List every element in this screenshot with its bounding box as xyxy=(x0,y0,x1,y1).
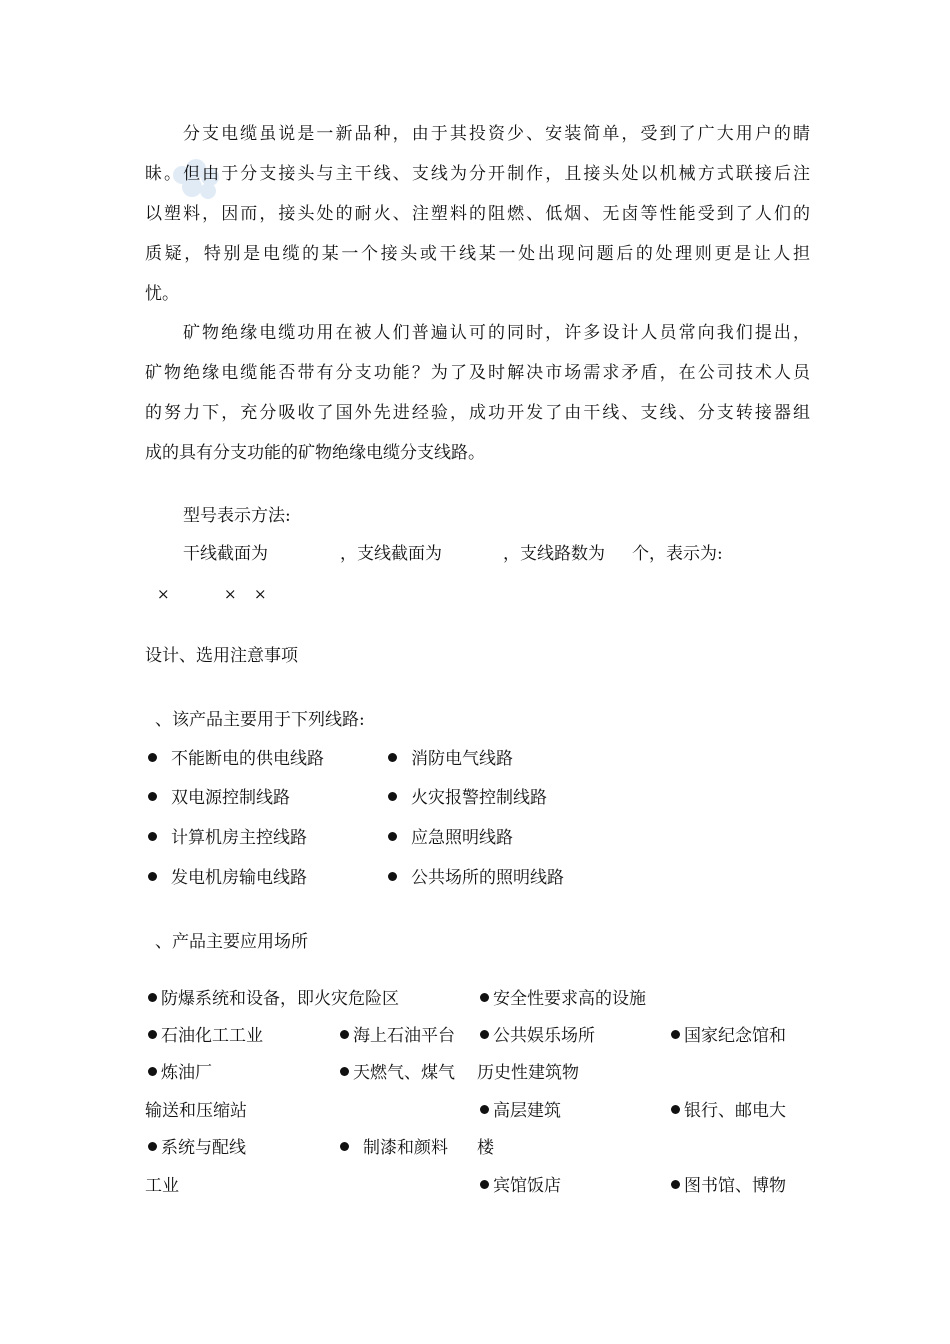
intro-paragraph-1 xyxy=(145,114,810,314)
place-item: 高层建筑 xyxy=(480,1099,561,1123)
line-item: 火灾报警控制线路 xyxy=(388,786,547,810)
place-item: 防爆系统和设备，即火灾危险区 xyxy=(148,987,399,1011)
bullet-icon xyxy=(148,872,157,881)
line-item: 不能断电的供电线路 xyxy=(148,747,324,771)
place-item: 图书馆、博物 xyxy=(671,1174,786,1198)
bullet-icon xyxy=(480,993,489,1002)
place-item: 工业 xyxy=(145,1176,179,1196)
line-item: 公共场所的照明线路 xyxy=(388,866,564,890)
model-heading: 型号表示方法: xyxy=(183,506,291,526)
place-item: 海上石油平台 xyxy=(340,1024,455,1048)
main-line-label: 干线截面为 xyxy=(183,544,268,564)
para2-line-4: 成的具有分支功能的矿物绝缘电缆分支线路。 xyxy=(145,443,485,463)
place-item: 制漆和颜料 xyxy=(340,1136,448,1160)
intro-paragraph-2 xyxy=(145,313,810,473)
bullet-icon xyxy=(480,1030,489,1039)
place-item: 国家纪念馆和 xyxy=(671,1024,786,1048)
place-item: 安全性要求高的设施 xyxy=(480,987,646,1011)
place-item: 输送和压缩站 xyxy=(145,1101,247,1121)
times-symbol-3: × xyxy=(254,585,267,603)
bullet-icon xyxy=(148,1067,157,1076)
bullet-icon xyxy=(148,993,157,1002)
para1-line-3: 以塑料，因而，接头处的耐火、注塑料的阻燃、低烟、无卤等性能受到了人们的 xyxy=(145,204,810,224)
bullet-icon xyxy=(671,1180,680,1189)
place-item: 公共娱乐场所 xyxy=(480,1024,595,1048)
para2-line-3: 的努力下，充分吸收了国外先进经验，成功开发了由干线、支线、分支转接器组 xyxy=(145,403,810,423)
line-item: 应急照明线路 xyxy=(388,826,513,850)
bullet-icon xyxy=(480,1180,489,1189)
line-item: 双电源控制线路 xyxy=(148,786,290,810)
bullet-icon xyxy=(388,753,397,762)
place-item: 系统与配线 xyxy=(148,1136,246,1160)
bullet-icon xyxy=(671,1030,680,1039)
bullet-icon xyxy=(148,1142,157,1151)
bullet-icon xyxy=(388,872,397,881)
branch-count-label: ，支线路数为 xyxy=(503,544,605,564)
bullet-icon xyxy=(340,1067,349,1076)
place-item: 石油化工工业 xyxy=(148,1024,263,1048)
para1-line-4: 质疑，特别是电缆的某一个接头或干线某一处出现问题后的处理则更是让人担 xyxy=(145,244,810,264)
line-item: 消防电气线路 xyxy=(388,747,513,771)
times-symbol-1: × xyxy=(157,585,170,603)
para1-line-2: 昧。但由于分支接头与主干线、支线为分开制作，且接头处以机械方式联接后注 xyxy=(145,164,810,184)
design-heading: 设计、选用注意事项 xyxy=(145,646,298,666)
bullet-icon xyxy=(340,1030,349,1039)
para2-line-2: 矿物绝缘电缆能否带有分支功能？为了及时解决市场需求矛盾，在公司技术人员 xyxy=(145,363,810,383)
bullet-icon xyxy=(480,1105,489,1114)
place-item: 银行、邮电大 xyxy=(671,1099,786,1123)
count-unit-label: 个，表示为: xyxy=(632,544,723,564)
branch-section-label: ，支线截面为 xyxy=(340,544,442,564)
place-item: 历史性建筑物 xyxy=(477,1063,579,1083)
para1-line-5: 忧。 xyxy=(145,284,179,304)
place-item: 楼 xyxy=(477,1138,494,1158)
bullet-icon xyxy=(148,792,157,801)
para2-line-1: 矿物绝缘电缆功用在被人们普遍认可的同时，许多设计人员常向我们提出， xyxy=(183,323,810,343)
section2-title: 、产品主要应用场所 xyxy=(155,932,308,952)
bullet-icon xyxy=(340,1142,349,1151)
bullet-icon xyxy=(148,832,157,841)
times-symbol-2: × xyxy=(224,585,237,603)
bullet-icon xyxy=(388,792,397,801)
para1-line-1: 分支电缆虽说是一新品种，由于其投资少、安装简单，受到了广大用户的睛 xyxy=(183,124,810,144)
line-item: 计算机房主控线路 xyxy=(148,826,307,850)
bullet-icon xyxy=(148,1030,157,1039)
place-item: 炼油厂 xyxy=(148,1061,212,1085)
line-item: 发电机房输电线路 xyxy=(148,866,307,890)
bullet-icon xyxy=(388,832,397,841)
bullet-icon xyxy=(148,753,157,762)
bullet-icon xyxy=(671,1105,680,1114)
place-item: 天燃气、煤气 xyxy=(340,1061,455,1085)
place-item: 宾馆饭店 xyxy=(480,1174,561,1198)
section1-title: 、该产品主要用于下列线路: xyxy=(155,710,365,730)
